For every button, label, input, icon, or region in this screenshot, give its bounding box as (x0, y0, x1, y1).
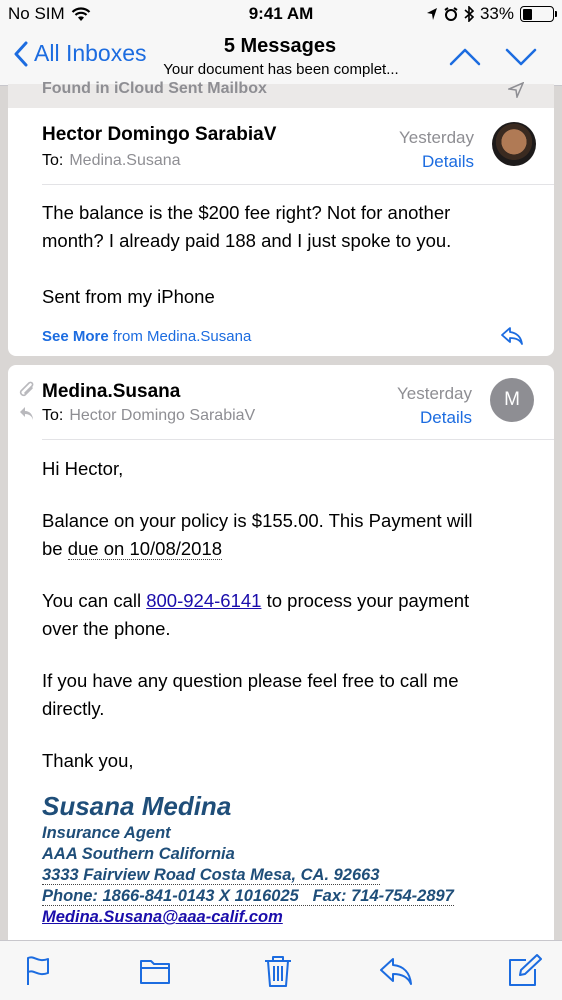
battery-icon (520, 6, 554, 22)
message-date: Yesterday (397, 384, 472, 403)
attachment-icon (18, 381, 36, 401)
back-button-label: All Inboxes (34, 40, 147, 66)
mobile-signature: Sent from my iPhone (42, 286, 215, 307)
battery-percent: 33% (479, 4, 514, 23)
reply-icon[interactable] (500, 326, 524, 346)
flag-icon[interactable] (20, 953, 56, 989)
message-card-previous[interactable] (8, 80, 554, 356)
header-divider (42, 184, 554, 185)
status-right-group (426, 4, 554, 24)
signature-title: Insurance Agent (42, 824, 171, 842)
to-label: To: (42, 407, 64, 424)
body-line: The balance is the $200 fee right? Not for another (42, 202, 451, 223)
avatar: M (490, 378, 534, 422)
details-link[interactable]: Details (422, 152, 474, 171)
alarm-icon (444, 7, 458, 21)
email-signature (42, 791, 454, 927)
signature-address[interactable]: 3333 Fairview Road Costa Mesa, CA. 92663 (42, 866, 380, 884)
bottom-toolbar (0, 940, 562, 1000)
message-body (42, 455, 522, 775)
message-body (42, 199, 522, 311)
back-button[interactable] (14, 40, 147, 67)
previous-message-button[interactable] (448, 44, 482, 70)
phone-number-link[interactable]: 800-924-6141 (146, 590, 262, 611)
see-more-from: from Medina.Susana (112, 328, 252, 345)
next-message-button[interactable] (504, 44, 538, 70)
closing: Thank you, (42, 750, 134, 771)
message-date: Yesterday (399, 128, 474, 147)
carrier-label: No SIM (8, 4, 65, 23)
location-arrow-icon (508, 82, 524, 98)
due-date-link[interactable]: due on 10/08/2018 (67, 538, 223, 559)
body-text-fragment: be (42, 538, 68, 559)
thread-title: 5 Messages (223, 35, 337, 57)
clock: 9:41 AM (248, 4, 314, 23)
battery-fill (523, 9, 533, 20)
recipient-name[interactable]: Hector Domingo SarabiaV (69, 407, 256, 424)
signature-name: Susana Medina (42, 791, 232, 821)
sender-name[interactable]: Hector Domingo SarabiaV (42, 124, 277, 145)
greeting: Hi Hector, (42, 458, 124, 479)
folder-icon[interactable] (137, 953, 173, 989)
body-text-fragment: You can call (42, 590, 147, 611)
avatar (492, 122, 536, 166)
found-in-mailbox-banner (8, 80, 554, 108)
location-icon (426, 7, 438, 21)
compose-icon[interactable] (506, 953, 542, 989)
bluetooth-icon (464, 6, 474, 22)
body-line (42, 535, 522, 563)
header-divider (42, 439, 554, 440)
body-line (42, 587, 522, 615)
body-line: over the phone. (42, 618, 171, 639)
body-line: If you have any question please feel free to call me (42, 670, 459, 691)
thread-subject: Your document has been complet... (163, 61, 399, 78)
status-bar (0, 0, 562, 30)
recipient-line (42, 407, 255, 425)
reply-icon[interactable] (378, 953, 414, 989)
signature-phone[interactable]: Phone: 1866-841-0143 X 1016025 Fax: 714-754-2897 (42, 887, 454, 905)
body-line: month? I already paid 188 and I just spoke to you. (42, 230, 452, 251)
signature-company: AAA Southern California (42, 845, 235, 863)
nav-bar (0, 30, 562, 86)
see-more-label: See More (42, 328, 109, 345)
body-line: Balance on your policy is $155.00. This Payment will (42, 510, 473, 531)
body-text-fragment: to process your payment (261, 590, 470, 611)
recipient-line (42, 152, 181, 170)
found-in-mailbox-label: Found in iCloud Sent Mailbox (42, 80, 267, 97)
replied-icon (18, 405, 36, 423)
sender-name[interactable]: Medina.Susana (42, 381, 181, 402)
signature-email-link[interactable]: Medina.Susana@aaa-calif.com (42, 908, 283, 926)
details-link[interactable]: Details (420, 408, 472, 427)
trash-icon[interactable] (260, 953, 296, 989)
to-label: To: (42, 152, 64, 169)
message-card-current[interactable] (8, 365, 554, 945)
chevron-left-icon (14, 41, 28, 67)
body-line: directly. (42, 698, 105, 719)
see-more-link[interactable] (42, 328, 251, 345)
recipient-name[interactable]: Medina.Susana (69, 152, 181, 169)
